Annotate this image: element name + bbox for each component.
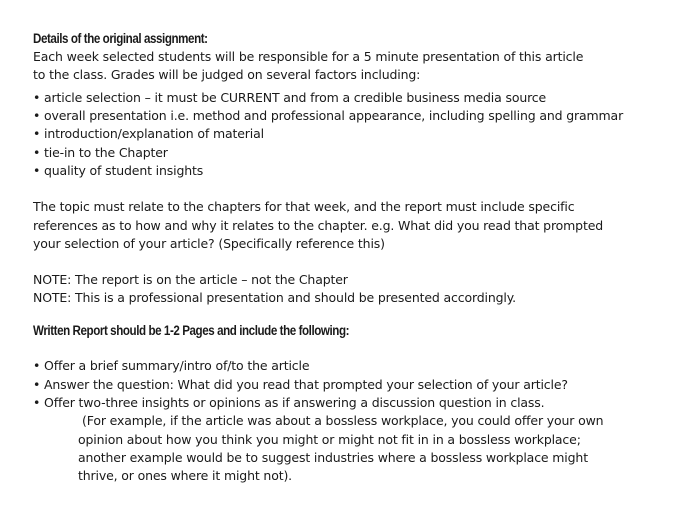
report-requirements-list xyxy=(33,357,673,412)
example-line: thrive, or ones where it might not). xyxy=(78,468,292,484)
list-item: • article selection – it must be CURRENT and from a credible business media source xyxy=(33,89,673,107)
example-line: opinion about how you think you might or might not fit in in a bossless workplace; xyxy=(78,431,581,447)
intro-line: Each week selected students will be responsible for a 5 minute presentation of this article xyxy=(33,49,584,64)
list-item: • Offer two-three insights or opinions as if answering a discussion question in class. xyxy=(33,394,673,412)
list-item: • Answer the question: What did you read that prompted your selection of your article? xyxy=(33,376,673,394)
topic-line: The topic must relate to the chapters for that week, and the report must include specific xyxy=(33,199,575,215)
example-line: (For example, if the article was about a bossless workplace, you could offer your own xyxy=(82,413,604,429)
list-item: • introduction/explanation of material xyxy=(33,125,673,143)
topic-paragraph xyxy=(33,198,673,253)
section-heading-written-report: Written Report should be 1-2 Pages and include the following: xyxy=(33,323,350,339)
note-line: NOTE: This is a professional presentation and should be presented accordingly. xyxy=(33,289,517,305)
topic-line: your selection of your article? (Specifically reference this) xyxy=(33,236,385,252)
notes-paragraph xyxy=(33,271,673,308)
example-line: another example would be to suggest industries where a bossless workplace might xyxy=(78,450,588,466)
list-item: • overall presentation i.e. method and professional appearance, including spelling and grammar xyxy=(33,107,673,125)
list-item: • Offer a brief summary/intro of/to the article xyxy=(33,357,673,375)
intro-paragraph xyxy=(33,48,673,85)
grading-factors-list xyxy=(33,89,673,180)
example-paragraph xyxy=(33,412,673,486)
document-body xyxy=(33,30,673,486)
intro-line: to the class. Grades will be judged on several factors including: xyxy=(33,67,421,83)
note-line: NOTE: The report is on the article – not the Chapter xyxy=(33,271,348,287)
topic-line: references as to how and why it relates to the chapter. e.g. What did you read that prompted xyxy=(33,217,604,233)
section-heading-original-assignment: Details of the original assignment: xyxy=(33,31,208,46)
list-item: • tie-in to the Chapter xyxy=(33,144,673,162)
list-item: • quality of student insights xyxy=(33,162,673,180)
